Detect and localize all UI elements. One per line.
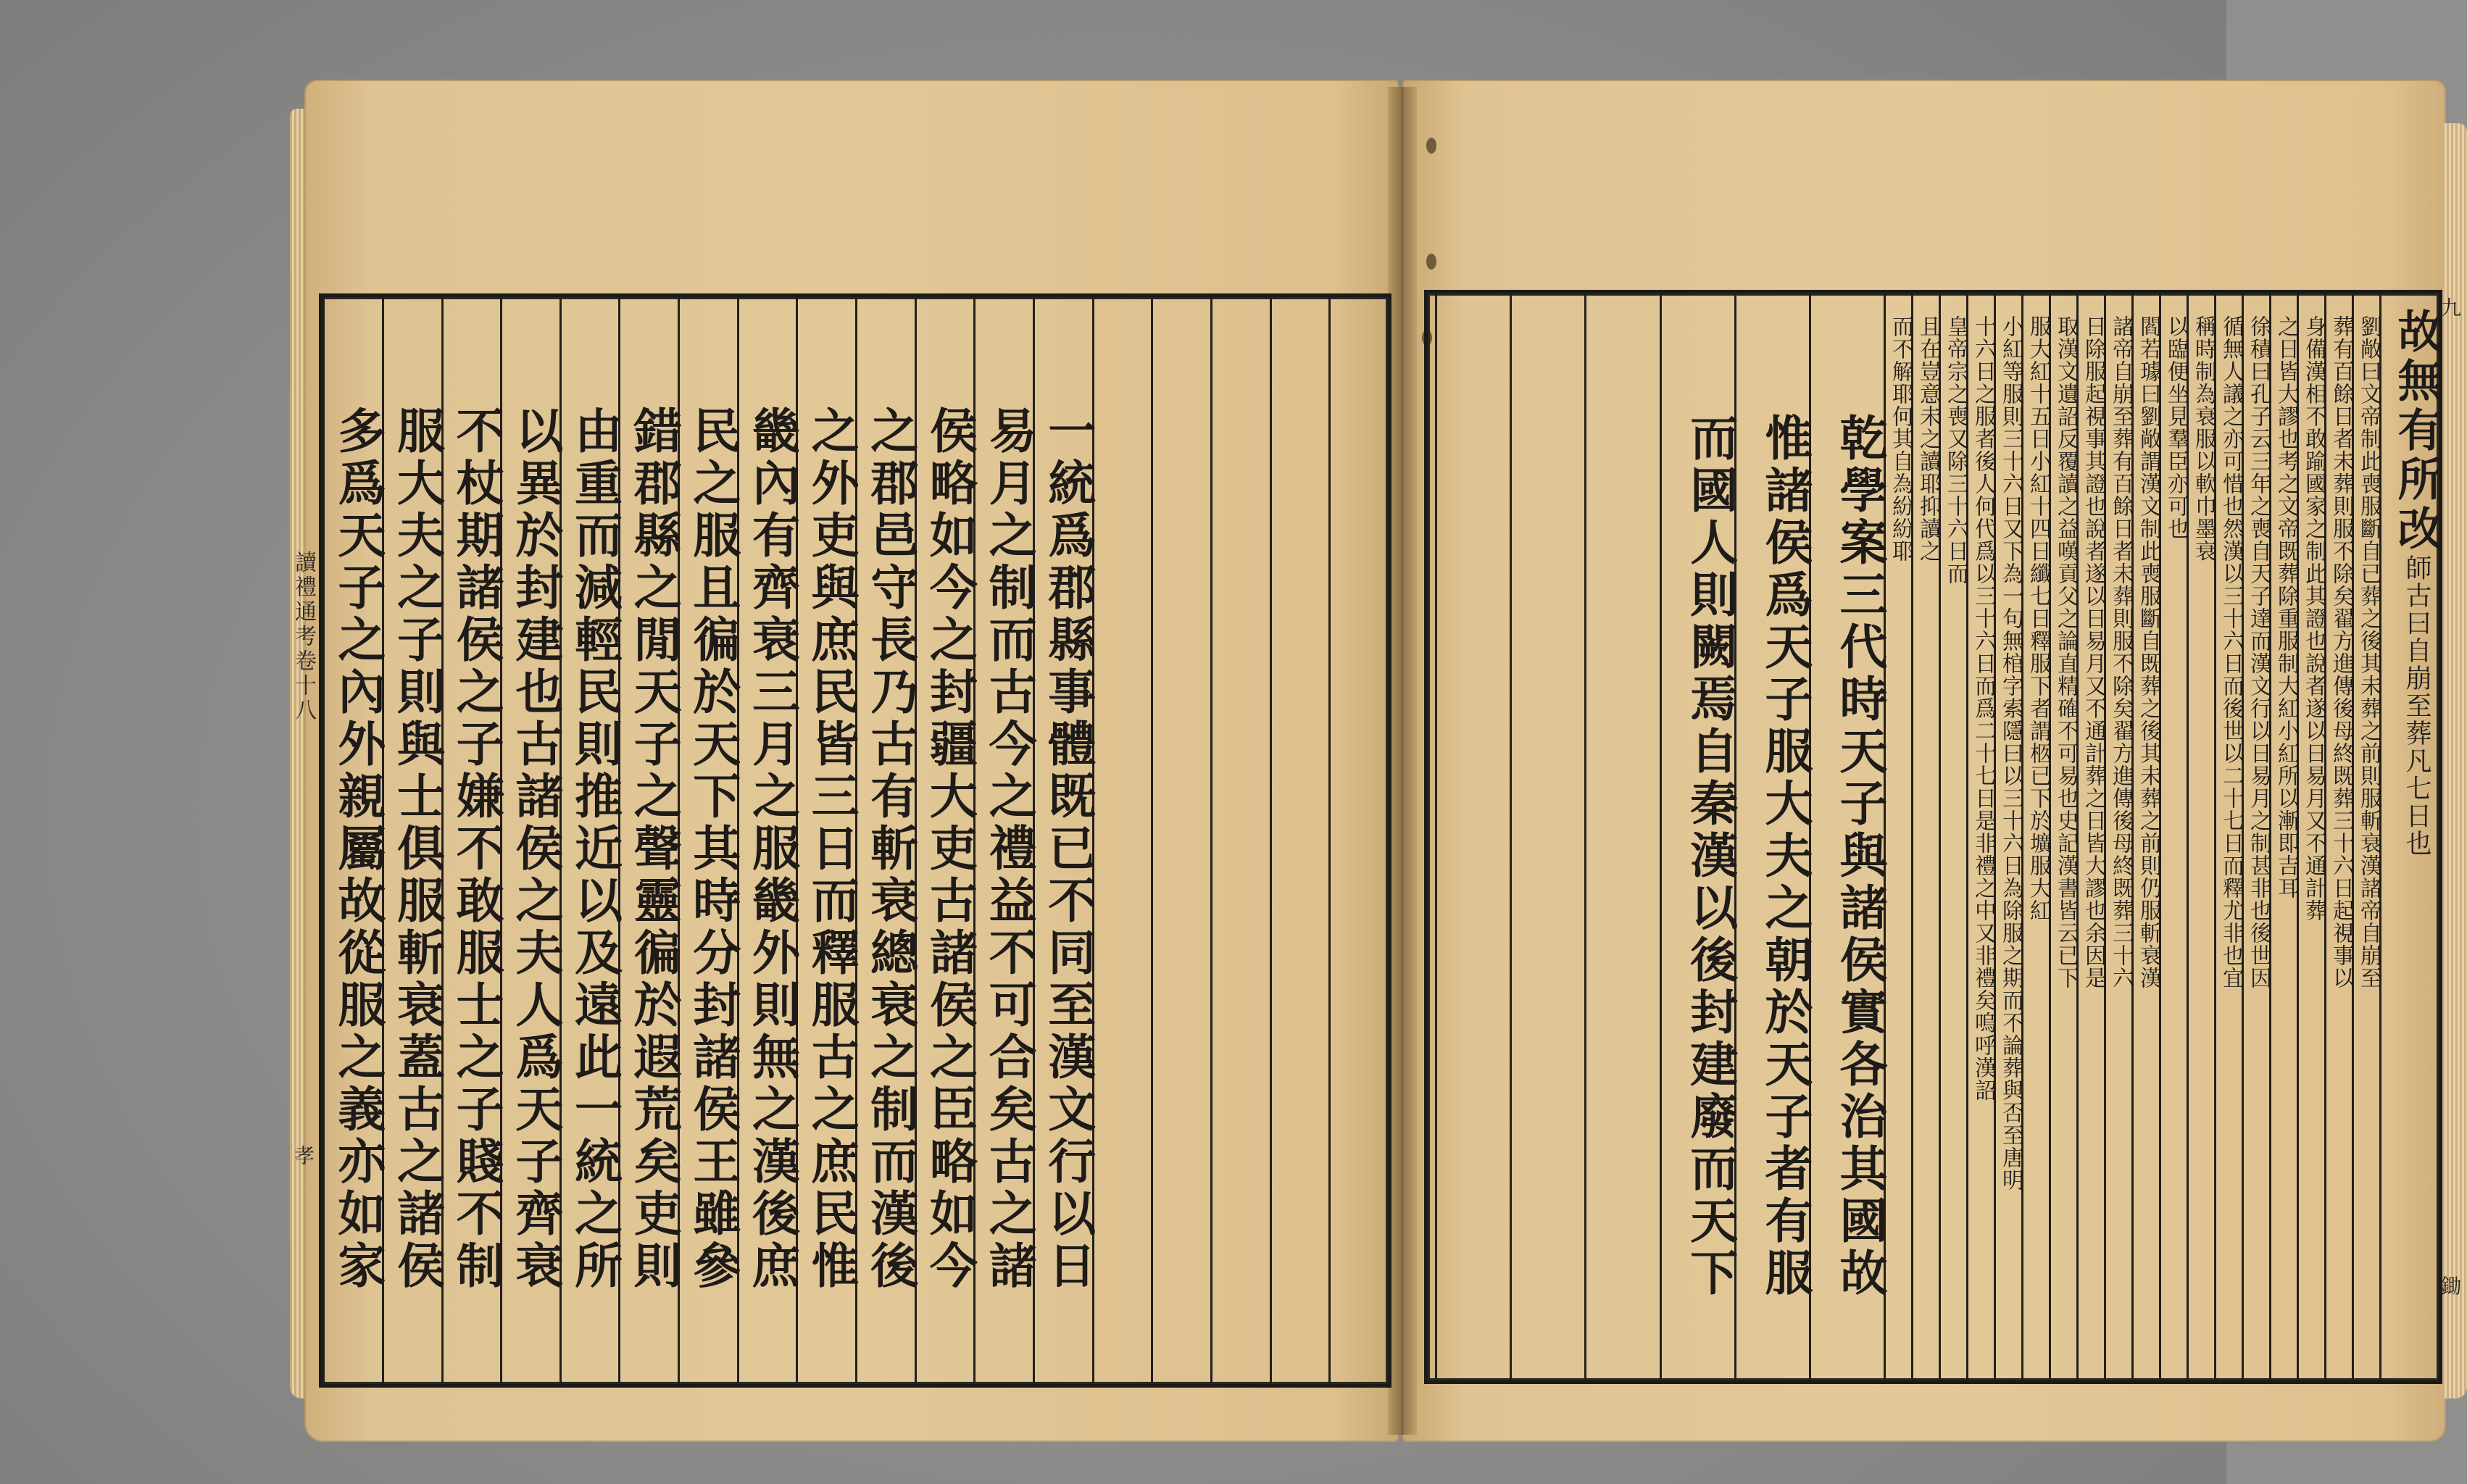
right-corner-mark: 鋤 bbox=[2438, 1275, 2462, 1296]
section-title-column bbox=[2379, 293, 2443, 1380]
left-text-column: 民之服且徧於天下其時分封諸侯王雖參 bbox=[678, 297, 737, 1384]
main-text-column: 而國人則闕焉自秦漢以後封建廢而天下 bbox=[1660, 293, 1734, 1380]
main-text-column: 惟諸侯爲天子服大夫之朝於天子者有服 bbox=[1734, 293, 1809, 1380]
commentary-column: 而不解耶何其自為紛紛耶 bbox=[1884, 293, 1911, 1380]
left-text-column: 畿內有齊衰三月之服畿外則無之漢後庶 bbox=[737, 297, 796, 1384]
right-blank-column bbox=[1584, 293, 1659, 1380]
commentary-column: 日除服起視事其證也說者遂以日易月又不通計葬之日皆大謬也余因是 bbox=[2076, 293, 2104, 1380]
left-text-column: 以異於封建也古諸侯之夫人爲天子齊衰 bbox=[500, 297, 559, 1384]
right-blank-column bbox=[1510, 293, 1584, 1380]
left-blank-column bbox=[1328, 297, 1388, 1384]
left-blank-column bbox=[1270, 297, 1329, 1384]
left-text-column: 一統爲郡縣事體既已不同至漢文行以日 bbox=[1033, 297, 1092, 1384]
right-blank-column bbox=[1435, 293, 1510, 1380]
right-text-frame bbox=[1424, 290, 2442, 1384]
left-blank-column bbox=[1092, 297, 1152, 1384]
left-text-column: 多爲天子之內外親屬故從服之義亦如家 bbox=[323, 297, 382, 1384]
commentary-column: 以臨便坐見羣臣亦可也 bbox=[2159, 293, 2187, 1380]
left-text-frame bbox=[319, 293, 1391, 1388]
left-margin-mark: 孝 bbox=[291, 1145, 315, 1165]
commentary-column: 之日皆大謬也考之文帝既葬除重服制大紅小紅所以漸即吉耳 bbox=[2269, 293, 2297, 1380]
left-text-column: 服大夫之子則與士俱服斬衰蓋古之諸侯 bbox=[382, 297, 441, 1384]
open-book bbox=[290, 80, 2462, 1442]
left-blank-column bbox=[1151, 297, 1210, 1384]
left-text-column: 易月之制而古今之禮益不可合矣古之諸 bbox=[973, 297, 1033, 1384]
left-columns bbox=[323, 297, 1388, 1384]
left-text-column: 錯郡縣之閒天子之聲靈徧於遐荒矣吏則 bbox=[618, 297, 678, 1384]
commentary-column: 徐積曰孔子云三年之喪自天子達而漢文行以日易月之制甚非也後世因 bbox=[2242, 293, 2269, 1380]
commentary-column: 稱時制為衰服以軟巾墨衰 bbox=[2187, 293, 2214, 1380]
left-text-column: 由重而減輕民則推近以及遠此一統之所 bbox=[559, 297, 619, 1384]
commentary-column: 取漢文遺詔反覆讀之益嘆貢父之論直精確不可易也史記漢書皆云已下 bbox=[2049, 293, 2076, 1380]
right-columns bbox=[1428, 293, 2443, 1380]
commentary-column: 循無人議之亦可惜也然漢以三十六日而後世以二十七日而釋尤非也宜 bbox=[2214, 293, 2242, 1380]
commentary-column: 服大紅十五日小紅十四日纖七日釋服下者謂柩已下於壙服大紅 bbox=[2021, 293, 2049, 1380]
commentary-column: 劉敞曰文帝制此喪服斷自已葬之後其未葬之前則服斬衰漢諸帝自崩至 bbox=[2352, 293, 2379, 1380]
main-text-column: 乾學案三代時天子與諸侯實各治其國故 bbox=[1809, 293, 1884, 1380]
right-page-number: 九 bbox=[2438, 297, 2462, 317]
left-margin-title: 讀禮通考卷十八 bbox=[291, 551, 316, 723]
commentary-column: 且在豈意未之讀耶抑讀之 bbox=[1911, 293, 1939, 1380]
commentary-column: 皇帝宗之喪又除三十六日而 bbox=[1939, 293, 1966, 1380]
commentary-column: 諸帝自崩至葬有百餘日者未葬則服不除矣翟方進傳後母終既葬三十六 bbox=[2104, 293, 2131, 1380]
section-title-note: 師古曰自崩至葬凡七日也 bbox=[2402, 554, 2431, 857]
commentary-column: 身備漢相不敢踰國家之制此其證也說者遂以日易月又不通計葬 bbox=[2297, 293, 2324, 1380]
commentary-column: 小紅等服則三十六日又下為一句無棺字索隱曰以三十六日為除服之期而不論葬與否至唐明 bbox=[1994, 293, 2021, 1380]
left-text-column: 不杖期諸侯之子嫌不敢服士之子賤不制 bbox=[441, 297, 501, 1384]
left-text-column: 之郡邑守長乃古有斬衰總衰之制而漢後 bbox=[855, 297, 915, 1384]
commentary-column: 葬有百餘日者未葬則服不除矣翟方進傳後母終既葬三十六日起視事以 bbox=[2324, 293, 2352, 1380]
commentary-column: 閻若璩曰劉敞謂漢文制此喪服斷自既葬之後其未葬之前則仍服斬衰漢 bbox=[2131, 293, 2159, 1380]
section-title: 故無有所改 bbox=[2390, 308, 2443, 554]
left-text-column: 之外吏與庶民皆三日而釋服古之庶民惟 bbox=[796, 297, 855, 1384]
left-blank-column bbox=[1210, 297, 1270, 1384]
book-gutter bbox=[1388, 87, 1417, 1435]
commentary-column: 十六日之服者後人何代爲以三十六日而爲二十七日是非禮之中又非禮矣嗚呼漢詔 bbox=[1966, 293, 1994, 1380]
left-text-column: 侯略如今之封疆大吏古諸侯之臣略如今 bbox=[915, 297, 974, 1384]
